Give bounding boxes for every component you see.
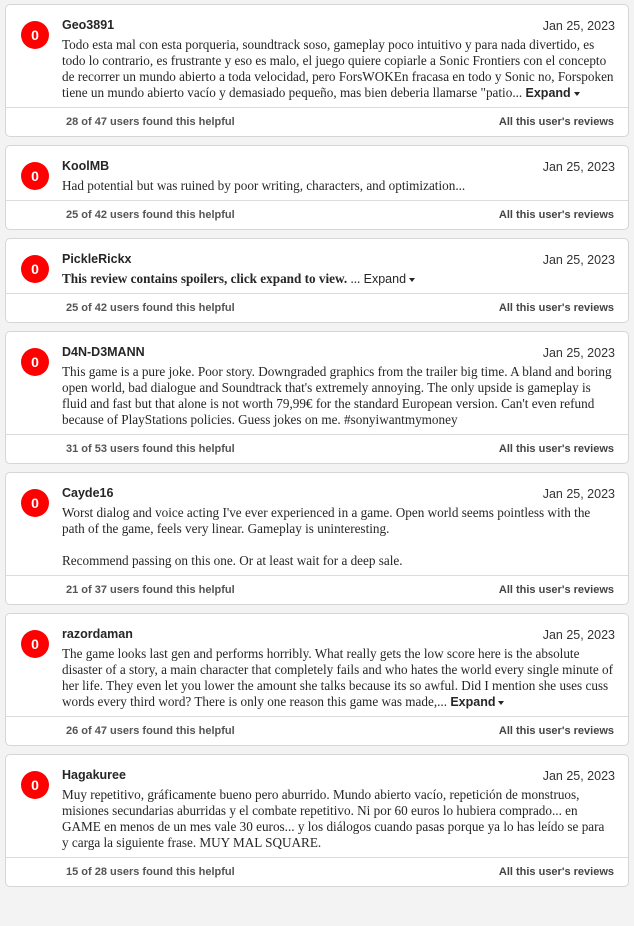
score-badge: 0 <box>21 630 49 658</box>
expand-label: Expand <box>525 86 571 100</box>
score-badge: 0 <box>21 162 49 190</box>
review-footer <box>6 434 628 463</box>
all-user-reviews-link[interactable]: All this user's reviews <box>498 584 614 596</box>
review-card <box>5 145 629 230</box>
spoiler-notice: This review contains spoilers, click expand to view. <box>62 271 348 286</box>
review-text <box>62 178 614 194</box>
review-card <box>5 238 629 323</box>
review-date: Jan 25, 2023 <box>542 253 615 267</box>
review-header <box>6 146 628 200</box>
review-date: Jan 25, 2023 <box>542 346 615 360</box>
review-card <box>5 472 629 605</box>
review-date: Jan 25, 2023 <box>542 487 615 501</box>
review-footer <box>6 716 628 745</box>
review-text <box>62 271 614 287</box>
review-body <box>62 505 614 569</box>
review-footer <box>6 857 628 886</box>
review-username[interactable]: Geo3891 <box>62 18 115 32</box>
review-footer <box>6 293 628 322</box>
all-user-reviews-link[interactable]: All this user's reviews <box>498 725 614 737</box>
review-body <box>62 364 614 428</box>
review-header <box>6 755 628 857</box>
review-text <box>62 646 614 710</box>
review-text <box>62 37 614 101</box>
review-text <box>62 505 614 537</box>
review-card <box>5 754 629 887</box>
review-header <box>6 473 628 575</box>
helpful-count: 25 of 42 users found this helpful <box>66 209 235 221</box>
score-badge: 0 <box>21 255 49 283</box>
review-username[interactable]: Hagakuree <box>62 768 126 782</box>
all-user-reviews-link[interactable]: All this user's reviews <box>498 116 614 128</box>
all-user-reviews-link[interactable]: All this user's reviews <box>498 866 614 878</box>
review-body <box>62 646 614 710</box>
review-username[interactable]: razordaman <box>62 627 133 641</box>
review-card <box>5 4 629 137</box>
expand-button[interactable] <box>526 86 580 100</box>
helpful-count: 26 of 47 users found this helpful <box>66 725 235 737</box>
review-body <box>62 178 614 194</box>
all-user-reviews-link[interactable]: All this user's reviews <box>498 302 614 314</box>
review-card <box>5 613 629 746</box>
review-header <box>6 332 628 434</box>
review-text <box>62 553 614 569</box>
all-user-reviews-link[interactable]: All this user's reviews <box>498 209 614 221</box>
review-text-content: Recommend passing on this one. Or at least wait for a deep sale. <box>62 553 403 568</box>
review-username[interactable]: Cayde16 <box>62 486 114 500</box>
review-body <box>62 787 614 851</box>
review-date: Jan 25, 2023 <box>542 19 615 33</box>
review-footer <box>6 200 628 229</box>
review-card <box>5 331 629 464</box>
review-text-content: This game is a pure joke. Poor story. Downgraded graphics from the trailer big time. A bland and boring open world, bad dialogue and Soundtrack that's extremely annoying. The only upside is gameplay is fluid and fast but that alone is not worth 79,99€ for the standard European version. Can't even refund because of PlayStations policies. Guess jokes on me. #sonyiwantmymoney <box>62 364 612 427</box>
review-text <box>62 787 614 851</box>
chevron-down-icon <box>574 92 580 96</box>
review-body <box>62 37 614 101</box>
review-footer <box>6 107 628 136</box>
review-text-content: Muy repetitivo, gráficamente bueno pero aburrido. Mundo abierto vacío, repetición de monstruos, misiones secundarias aburridas y el combate repetitivo. Ni por 60 euros lo hubiera comprado... en GAME en menos de un mes vale 30 euros... y los diálogos cuando pasas porque ya lo has leído se para y carga la siguiente frase. MUY MAL SQUARE. <box>62 787 605 850</box>
review-text-content: Worst dialog and voice acting I've ever experienced in a game. Open world seems pointless with the path of the game, feels very linear. Gameplay is uninteresting. <box>62 505 591 536</box>
expand-label: Expand <box>450 695 496 709</box>
review-header <box>6 614 628 716</box>
review-date: Jan 25, 2023 <box>542 160 615 174</box>
score-badge: 0 <box>21 771 49 799</box>
review-username[interactable]: KoolMB <box>62 159 110 173</box>
score-badge: 0 <box>21 489 49 517</box>
all-user-reviews-link[interactable]: All this user's reviews <box>498 443 614 455</box>
ellipsis: ... <box>347 271 364 286</box>
review-date: Jan 25, 2023 <box>542 769 615 783</box>
review-text-content: Had potential but was ruined by poor writing, characters, and optimization... <box>62 178 466 193</box>
review-text-content: The game looks last gen and performs horribly. What really gets the low score here is the absolute disaster of a story, a main character that completely fails and who hates the world every single minute of her life. They even let you lower the amount she talks because its so awful. Did I mention she uses cuss words every third word? There is only one reason this game was made,... <box>62 646 614 709</box>
review-header <box>6 5 628 107</box>
helpful-count: 28 of 47 users found this helpful <box>66 116 235 128</box>
expand-label: Expand <box>363 272 407 286</box>
helpful-count: 25 of 42 users found this helpful <box>66 302 235 314</box>
review-username[interactable]: PickleRickx <box>62 252 132 266</box>
review-username[interactable]: D4N-D3MANN <box>62 345 145 359</box>
score-badge: 0 <box>21 348 49 376</box>
review-text <box>62 364 614 428</box>
helpful-count: 21 of 37 users found this helpful <box>66 584 235 596</box>
review-date: Jan 25, 2023 <box>542 628 615 642</box>
score-badge: 0 <box>21 21 49 49</box>
review-header <box>6 239 628 293</box>
user-reviews-list <box>5 4 629 895</box>
chevron-down-icon <box>409 278 415 282</box>
helpful-count: 15 of 28 users found this helpful <box>66 866 235 878</box>
review-text-content: Todo esta mal con esta porqueria, soundtrack soso, gameplay poco intuitivo y para nada divertido, es todo lo contrario, es frustrante y eso es malo, el juego quiere copiarle a Sonic Frontiers con el concepto de recorrer un mundo abierto a toda velocidad, pero ForsWOKEn fracasa en todo y Sonic no, Forspoken tiene un mundo abierto vacío y demasiado pequeño, mas bien deberia llamarse "patio... <box>62 37 614 100</box>
expand-button[interactable] <box>364 272 415 286</box>
review-footer <box>6 575 628 604</box>
review-body <box>62 271 614 287</box>
expand-button[interactable] <box>450 695 504 709</box>
chevron-down-icon <box>498 701 504 705</box>
helpful-count: 31 of 53 users found this helpful <box>66 443 235 455</box>
